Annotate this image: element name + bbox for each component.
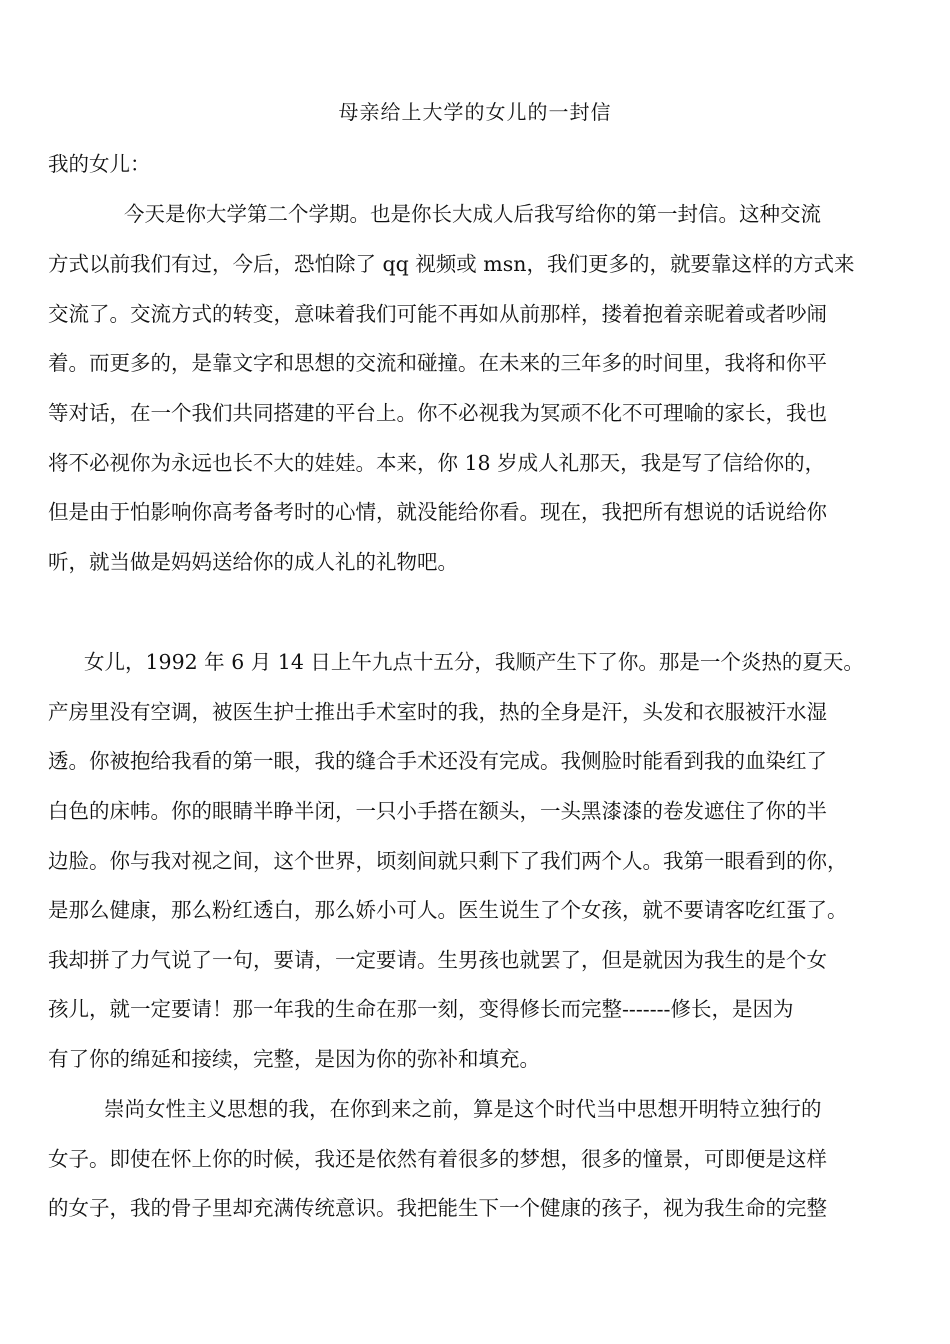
text-line: 着。而更多的，是靠文字和思想的交流和碰撞。在未来的三年多的时间里，我将和你平 xyxy=(48,351,827,375)
letter-title: 母亲给上大学的女儿的一封信 xyxy=(338,100,612,124)
text-line: 崇尚女性主义思想的我，在你到来之前，算是这个时代当中思想开明特立独行的 xyxy=(104,1097,822,1121)
text-line: 透。你被抱给我看的第一眼，我的缝合手术还没有完成。我侧脸时能看到我的血染红了 xyxy=(48,749,827,773)
text-line: 是那么健康，那么粉红透白，那么娇小可人。医生说生了个女孩，就不要请客吃红蛋了。 xyxy=(48,898,848,922)
text-line: 今天是你大学第二个学期。也是你长大成人后我写给你的第一封信。这种交流 xyxy=(124,202,821,226)
salutation: 我的女儿： xyxy=(48,152,151,176)
text-line: 有了你的绵延和接续，完整，是因为你的弥补和填充。 xyxy=(48,1047,540,1071)
text-line: 女儿，1992 年 6 月 14 日上午九点十五分，我顺产生下了你。那是一个炎热的夏天。 xyxy=(84,650,864,674)
text-line: 听，就当做是妈妈送给你的成人礼的礼物吧。 xyxy=(48,550,458,574)
text-line: 将不必视你为永远也长不大的娃娃。本来，你 18 岁成人礼那天，我是写了信给你的， xyxy=(48,451,826,475)
text-line: 孩儿，就一定要请！那一年我的生命在那一刻，变得修长而完整-------修长，是因为 xyxy=(48,997,794,1021)
text-line: 方式以前我们有过，今后，恐怕除了 qq 视频或 msn，我们更多的，就要靠这样的方式来 xyxy=(48,252,855,276)
text-line: 的女子，我的骨子里却充满传统意识。我把能生下一个健康的孩子，视为我生命的完整 xyxy=(48,1196,827,1220)
text-line: 我却拼了力气说了一句，要请，一定要请。生男孩也就罢了，但是就因为我生的是个女 xyxy=(48,948,827,972)
text-line: 交流了。交流方式的转变，意味着我们可能不再如从前那样，搂着抱着亲昵着或者吵闹 xyxy=(48,302,827,326)
text-line: 等对话，在一个我们共同搭建的平台上。你不必视我为冥顽不化不可理喻的家长，我也 xyxy=(48,401,827,425)
text-line: 白色的床帏。你的眼睛半睁半闭，一只小手搭在额头，一头黑漆漆的卷发遮住了你的半 xyxy=(48,799,827,823)
text-line: 产房里没有空调，被医生护士推出手术室时的我，热的全身是汗，头发和衣服被汗水湿 xyxy=(48,700,827,724)
text-line: 但是由于怕影响你高考备考时的心情，就没能给你看。现在，我把所有想说的话说给你 xyxy=(48,500,827,524)
text-line: 边脸。你与我对视之间，这个世界，顷刻间就只剩下了我们两个人。我第一眼看到的你， xyxy=(48,849,848,873)
text-line: 女子。即使在怀上你的时候，我还是依然有着很多的梦想，很多的憧景，可即便是这样 xyxy=(48,1147,827,1171)
